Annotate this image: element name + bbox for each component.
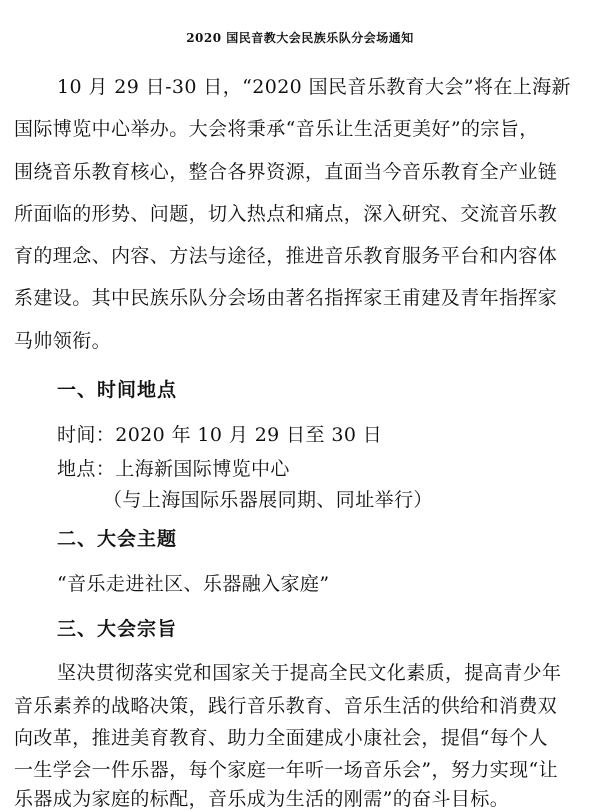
purpose-line: 音乐素养的战略决策，践行音乐教育、音乐生活的供给和消费双 <box>14 695 558 717</box>
document-title: 2020 国民音教大会民族乐队分会场通知 <box>186 31 414 45</box>
event-time: 时间：2020 年 10 月 29 日至 30 日 <box>57 424 383 446</box>
intro-line: 国际博览中心举办。大会将秉承“音乐让生活更美好”的宗旨， <box>14 118 539 140</box>
section-heading-time-place: 一、时间地点 <box>57 379 178 401</box>
purpose-line: 坚决贯彻落实党和国家关于提高全民文化素质，提高青少年 <box>57 662 562 684</box>
purpose-line: 乐器成为家庭的标配，音乐成为生活的刚需”的奋斗目标。 <box>14 788 510 810</box>
intro-line: 所面临的形势、问题，切入热点和痛点，深入研究、交流音乐教 <box>14 203 558 225</box>
purpose-line: 一生学会一件乐器，每个家庭一年听一场音乐会”，努力实现“让 <box>14 759 559 781</box>
intro-line: 系建设。其中民族乐队分会场由著名指挥家王甫建及青年指挥家 <box>14 287 558 309</box>
intro-line: 10 月 29 日-30 日，“2020 国民音乐教育大会”将在上海新 <box>57 76 571 98</box>
intro-line: 育的理念、内容、方法与途径，推进音乐教育服务平台和内容体 <box>14 245 558 267</box>
conference-theme: “音乐走进社区、乐器融入家庭” <box>57 573 330 595</box>
intro-line: 马帅领衔。 <box>14 330 112 352</box>
event-place-note: （与上海国际乐器展同期、同址举行） <box>103 489 433 511</box>
section-heading-theme: 二、大会主题 <box>57 528 178 550</box>
event-place: 地点：上海新国际博览中心 <box>57 458 290 480</box>
intro-line: 围绕音乐教育核心，整合各界资源，直面当今音乐教育全产业链 <box>14 161 558 183</box>
purpose-line: 向改革，推进美育教育、助力全面建成小康社会，提倡“每个人 <box>14 727 548 749</box>
section-heading-purpose: 三、大会宗旨 <box>57 618 178 640</box>
